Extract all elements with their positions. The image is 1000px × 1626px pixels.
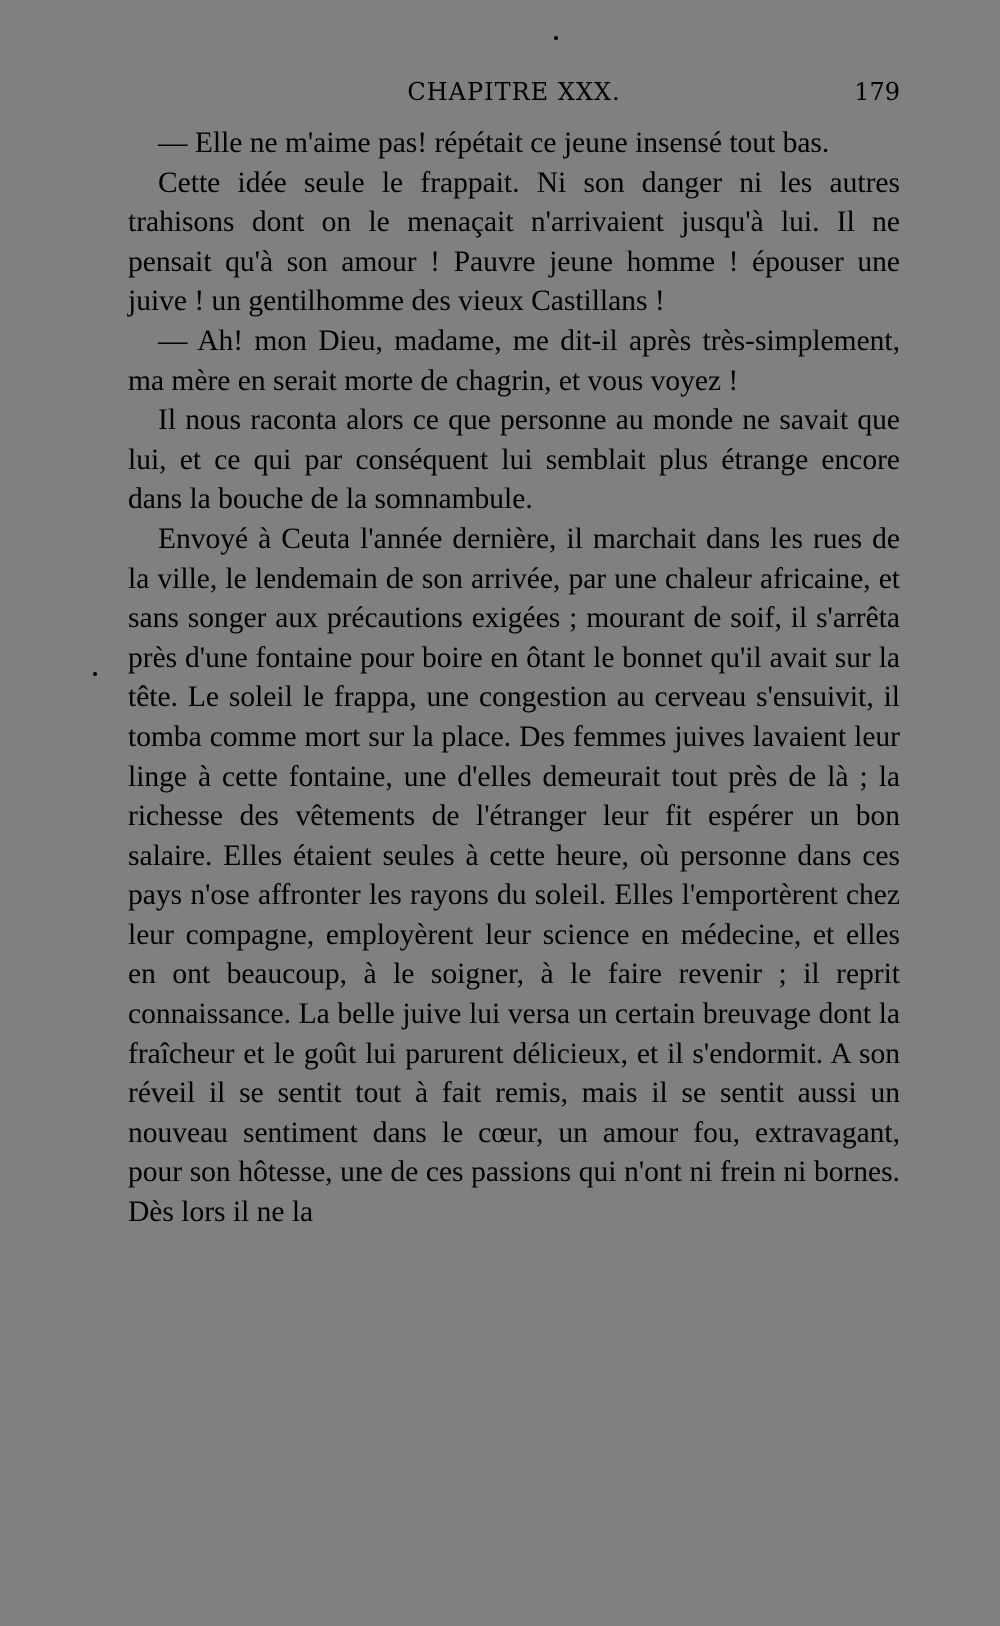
paragraph: Il nous raconta alors ce que personne au monde ne savait que lui, et ce qui par conséquent lui semblait plus étrange encore dans la bouche de la somnambule. xyxy=(128,404,900,516)
paragraph: — Elle ne m'aime pas! répétait ce jeune insensé tout bas. xyxy=(158,127,830,159)
stray-ink-mark xyxy=(554,36,558,40)
running-title: CHAPITRE XXX. xyxy=(407,78,621,106)
page-number: 179 xyxy=(854,78,900,106)
paragraph: Envoyé à Ceuta l'année dernière, il marchait dans les rues de la ville, le lendemain de son arrivée, par une chaleur africaine, et sans songer aux précautions exigées ; mourant de soif, il s'arrêta près d'une fontaine pour boire en ôtant le bonnet qu'il avait sur la tête. Le soleil le frappa, une congestion au cerveau s'ensuivit, il tomba comme mort sur la place. Des femmes juives lavaient leur linge à cette fontaine, une d'elles demeurait tout près de là ; la richesse des vêtements de l'étranger leur fit espérer un bon salaire. Elles étaient seules à cette heure, où personne dans ces pays n'ose affronter les rayons du soleil. Elles l'emportèrent chez leur compagne, employèrent leur science en médecine, et elles en ont beaucoup, à le soigner, à le faire revenir ; il reprit connaissance. La belle juive lui versa un certain breuvage dont la fraîcheur et le goût lui parurent délicieux, et il s'endormit. A son réveil il se sentit tout à fait remis, mais il se sentit aussi un nouveau sentiment dans le cœur, un amour fou, extravagant, pour son hôtesse, une de ces passions qui n'ont ni frein ni bornes. Dès lors il ne la xyxy=(128,522,900,1229)
paragraph: Cette idée seule le frappait. Ni son danger ni les autres trahisons dont on le menaçait n'arrivaient jusqu'à lui. Il ne pensait qu'à son amour ! Pauvre jeune homme ! épouser une juive ! un gentilhomme des vieux Castillans ! xyxy=(128,166,900,318)
paragraph: — Ah! mon Dieu, madame, me dit-il après très-simplement, ma mère en serait morte de chagrin, et vous voyez ! xyxy=(128,324,900,397)
page-header xyxy=(128,78,900,112)
stray-ink-mark xyxy=(93,672,97,676)
body-text xyxy=(128,124,900,1233)
